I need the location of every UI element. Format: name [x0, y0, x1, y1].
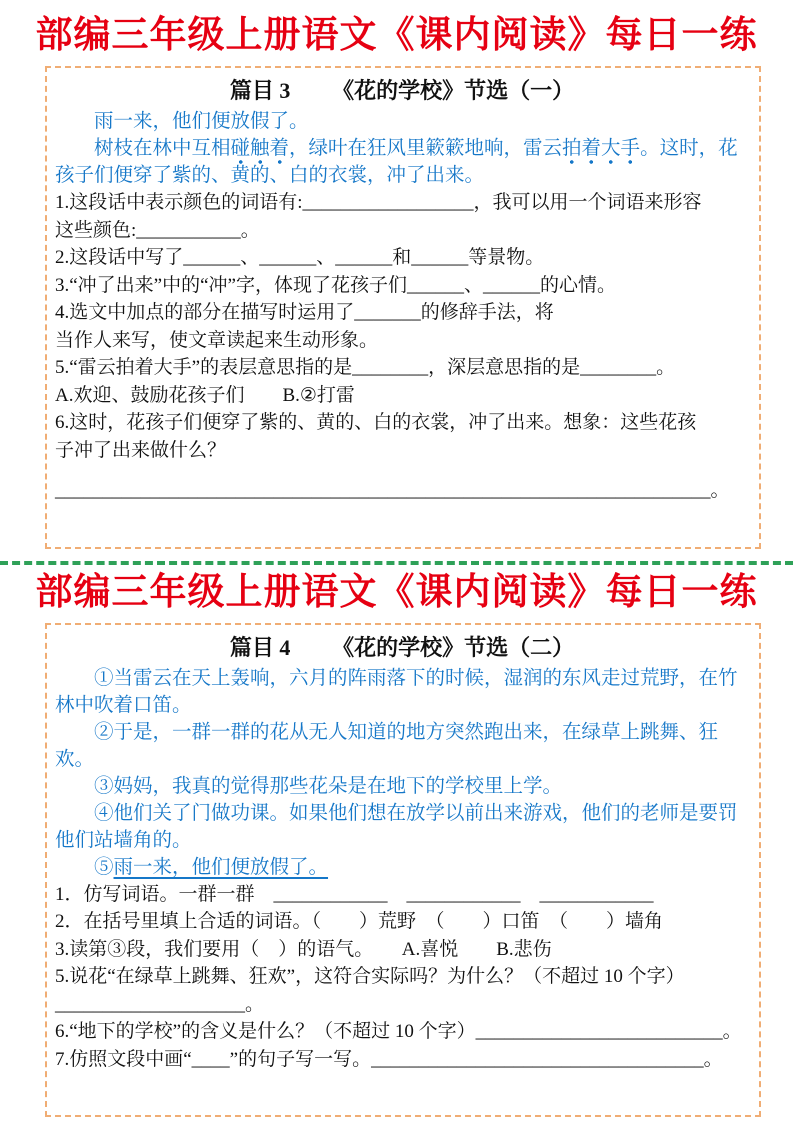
exercise-box-2	[45, 623, 761, 1118]
question-line: 5.“雷云拍着大手”的表层意思指的是________，深层意思指的是________。	[55, 357, 676, 378]
question-line: 1．仿写词语。一群一群 ____________ ____________ ____________	[55, 883, 654, 905]
worksheet-title-2: 部编三年级上册语文《课内阅读》每日一练	[35, 571, 758, 613]
question-line: 6.“地下的学校”的含义是什么？（不超过 10 个字）__________________________。	[55, 1021, 742, 1042]
spacer-line	[55, 464, 749, 477]
exercise-subtitle-2: 《花的学校》节选（二）	[332, 634, 575, 660]
underlined-sentence: 雨一来，他们便放假了。	[113, 856, 329, 878]
question-line: 2.这段话中写了______、______、______和______等景物。	[55, 247, 545, 268]
passage-paragraph	[55, 665, 749, 719]
passage-text: ④他们关了门做功课。如果他们想在放学以前出来游戏，他们的老师是要罚他们站墙角的。	[55, 802, 738, 851]
reading-passage-2	[55, 665, 749, 881]
passage-text: ⑤	[94, 856, 114, 878]
question-line: ____________________。	[55, 993, 265, 1015]
question-line: 3.“冲了出来”中的“冲”字，体现了花孩子们______、______的心情。	[55, 274, 616, 296]
passage-paragraph	[55, 854, 749, 881]
passage-paragraph	[55, 800, 749, 854]
passage-text: ③妈妈，我真的觉得那些花朵是在地下的学校里上学。	[94, 775, 563, 797]
emphasis-dotted-text: 碰触着	[231, 138, 290, 165]
question-line: 4.选文中加点的部分在描写时运用了_______的修辞手法，将	[55, 302, 554, 323]
question-line: 5.说花“在绿草上跳舞、狂欢”，这符合实际吗？为什么？（不超过 10 个字）	[55, 966, 685, 987]
passage-text: 树枝在林中互相	[94, 138, 231, 159]
question-line: _____________________________________________________________________。	[55, 480, 730, 501]
question-line: 子冲了出来做什么？	[55, 439, 227, 461]
exercise-number-1: 篇目 3	[229, 78, 291, 103]
question-line: 3.读第③段，我们要用（ ）的语气。 A.喜悦 B.悲伤	[55, 938, 552, 960]
passage-paragraph	[55, 108, 749, 135]
question-line: 2．在括号里填上合适的词语。（ ）荒野 （ ）口笛 （ ）墙角	[55, 911, 664, 932]
passage-paragraph	[55, 135, 749, 189]
exercise-heading-1	[55, 75, 749, 106]
question-line: 6.这时，花孩子们便穿了紫的、黄的、白的衣裳，冲了出来。想象：这些花孩	[55, 412, 697, 433]
question-line: 这些颜色:___________。	[55, 219, 260, 241]
reading-passage-1	[55, 108, 749, 189]
passage-text: ①当雷云在天上轰响，六月的阵雨落下的时候，湿润的东风走过荒野，在竹林中吹着口笛。	[55, 667, 738, 716]
exercise-box-1	[45, 66, 761, 549]
exercise-heading-2	[55, 632, 749, 663]
worksheet-title-1: 部编三年级上册语文《课内阅读》每日一练	[35, 15, 758, 56]
passage-paragraph	[55, 719, 749, 773]
exercise-subtitle-1: 《花的学校》节选（一）	[332, 78, 575, 103]
question-list-2	[55, 881, 749, 1074]
passage-paragraph	[55, 773, 749, 800]
question-line: 当作人来写，使文章读起来生动形象。	[55, 329, 379, 351]
question-line: A.欢迎、鼓励花孩子们 B.②打雷	[55, 384, 355, 406]
passage-text: 。这时，花孩子们便穿了紫的、黄的、白的衣裳，冲了出来。	[55, 138, 738, 186]
question-list-1	[55, 189, 749, 505]
passage-text: ②于是，一群一群的花从无人知道的地方突然跑出来，在绿草上跳舞、狂欢。	[55, 721, 719, 770]
passage-text: 雨一来，他们便放假了。	[94, 111, 309, 132]
question-line: 7.仿照文段中画“____”的句子写一写。___________________________________。	[55, 1048, 723, 1070]
section-divider-dashed-line	[0, 561, 793, 565]
question-line: 1.这段话中表示颜色的词语有:__________________，我可以用一个词语来形容	[55, 192, 702, 213]
passage-text: ，绿叶在狂风里簌簌地响，雷云	[289, 138, 563, 159]
exercise-number-2: 篇目 4	[229, 634, 291, 660]
emphasis-dotted-text: 拍着大手	[562, 138, 640, 165]
